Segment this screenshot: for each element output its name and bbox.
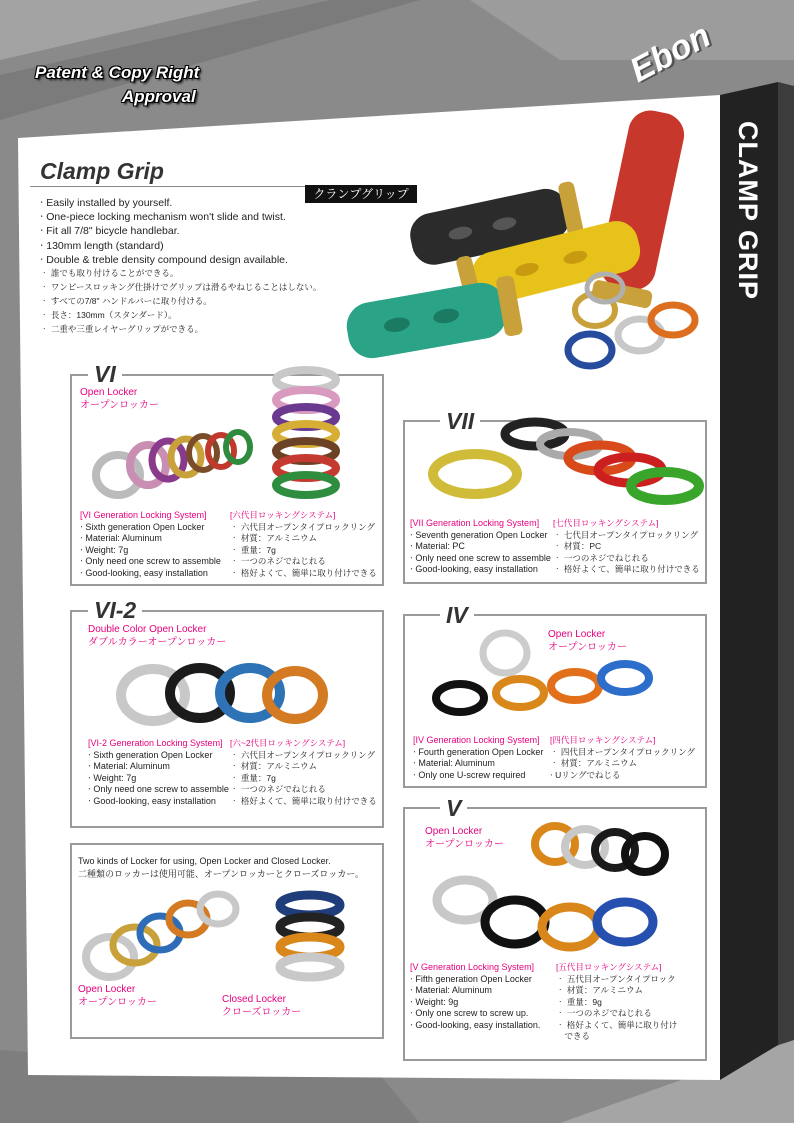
vi2-spec-jp-item: ‧ 格好よくて、簡単に取り付けできる: [230, 795, 377, 806]
vi-spec-item: ‧ Material: Aluminum: [80, 533, 162, 543]
v-spec-jp-item: ‧ 重量：9g: [556, 996, 602, 1007]
section-vi-label: VI: [88, 362, 122, 386]
jp-title-tag: クランプグリップ: [305, 185, 417, 203]
vi-spec-jp-item: ‧ 一つのネジでねじれる: [230, 556, 326, 566]
v-caption-en: Open Locker: [425, 826, 483, 837]
vii-spec-heading: [VII Generation Locking System]: [410, 518, 540, 528]
feature-item: ‧ Fit all 7/8" bicycle handlebar.: [40, 225, 180, 238]
side-title-text: CLAMP GRIP: [732, 120, 763, 300]
feature-item-jp: ‧ 長さ：130mm（スタンダード）。: [40, 310, 177, 320]
vii-spec-jp: [553, 518, 700, 576]
side-title: [718, 110, 776, 310]
vi-spec-jp-heading: [六代目ロッキングシステム]: [230, 510, 336, 520]
vi2-spec-jp-heading: [六~2代目ロッキングシステム]: [230, 738, 346, 748]
v-spec-jp-item: ‧ 一つのネジでねじれる: [556, 1008, 652, 1018]
vii-spec-item: ‧ Material: PC: [410, 541, 465, 551]
v-spec-jp-item: ‧ 五代目オープンタイプロック: [556, 973, 676, 984]
feature-item-jp: ‧ ワンピースロッキング仕掛けでグリップは滑るやねじることはしない。: [40, 282, 322, 292]
v-spec-item: ‧ Only one screw to screw up.: [410, 1008, 529, 1018]
v-spec-jp-item: ‧ 格好よくて、簡単に取り付け: [556, 1019, 678, 1030]
v-spec-jp-item: ‧ 材質：アルミニウム: [556, 985, 643, 995]
banner-line-1: Patent & Copy Right: [35, 63, 200, 82]
iv-spec-item: ‧ Material: Aluminum: [413, 758, 495, 768]
vii-spec-jp-item: ‧ 七代目オープンタイプロックリング: [553, 529, 698, 540]
v-spec-item: ‧ Fifth generation Open Locker: [410, 973, 532, 984]
vi-spec-jp-item: ‧ 材質：アルミニウム: [230, 533, 317, 543]
vi2-caption-en: Double Color Open Locker: [88, 624, 207, 635]
vi2-spec-en: [88, 738, 229, 807]
closed-locker-caption-jp: クローズロッカー: [222, 1007, 302, 1018]
vi2-spec-item: ‧ Weight: 7g: [88, 772, 137, 783]
vii-spec-jp-item: ‧ 一つのネジでねじれる: [553, 552, 649, 563]
two-kinds-intro-en: Two kinds of Locker for using, Open Locker and Closed Locker.: [78, 856, 331, 866]
iv-spec-jp-heading: [四代目ロッキングシステム]: [550, 735, 656, 745]
vi2-lockers-image: [115, 655, 330, 735]
hero-grips-image: [340, 110, 720, 375]
vi-spec-item: ‧ Weight: 7g: [80, 544, 129, 555]
feature-item: ‧ Double & treble density compound design available.: [40, 253, 288, 266]
feature-item-jp: ‧ すべての7/8" ハンドルバーに取り付ける。: [40, 296, 212, 306]
two-kinds-intro-jp: 二種類のロッカーは使用可能、オープンロッカーとクローズロッカー。: [78, 869, 364, 879]
banner-line-2: Approval: [122, 87, 196, 106]
v-spec-jp-item: できる: [556, 1031, 591, 1041]
vi2-spec-heading: [VI-2 Generation Locking System]: [88, 738, 223, 748]
iv-caption-jp: オープンロッカー: [548, 642, 627, 653]
iv-spec-heading: [IV Generation Locking System]: [413, 735, 540, 745]
section-v-label: V: [440, 796, 467, 820]
iv-spec-jp: [550, 735, 695, 781]
open-locker-caption-en: Open Locker: [78, 984, 136, 995]
feature-item-jp: ‧ 誰でも取り付けることができる。: [40, 268, 179, 278]
vi2-spec-item: ‧ Only need one screw to assemble: [88, 784, 229, 794]
vii-spec-item: ‧ Good-looking, easy installation: [410, 564, 538, 574]
vii-spec-item: ‧ Only need one screw to assemble: [410, 552, 551, 563]
v-spec-jp: [556, 962, 677, 1043]
vi-spec-jp-item: ‧ 格好よくて、簡単に取り付けできる: [230, 567, 377, 578]
vi-lockers-image: [88, 365, 378, 510]
vi2-spec-jp-item: ‧ 六代目オープンタイプロックリング: [230, 749, 375, 760]
vii-spec-jp-item: ‧ 材質：PC: [553, 541, 602, 551]
section-vi2-label: VI-2: [88, 598, 142, 622]
vii-spec-en: [410, 518, 551, 576]
v-spec-item: ‧ Good-looking, easy installation.: [410, 1019, 541, 1030]
vi-spec-jp-item: ‧ 六代目オープンタイプロックリング: [230, 521, 375, 532]
two-kinds-lockers-image: [80, 885, 360, 985]
feature-item: ‧ Easily installed by yourself.: [40, 197, 173, 209]
vi2-spec-jp: [230, 738, 377, 807]
vi2-spec-item: ‧ Good-looking, easy installation: [88, 795, 216, 806]
section-vii-label: VII: [440, 409, 480, 433]
feature-item: ‧ One-piece locking mechanism won't slide and twist.: [40, 211, 286, 224]
vi-spec-jp: [230, 510, 377, 579]
feature-item-jp: ‧ 二重や三重レイヤーグリップができる。: [40, 324, 204, 334]
feature-list: [40, 196, 288, 267]
iv-caption-en: Open Locker: [548, 629, 606, 640]
open-locker-caption-jp: オープンロッカー: [78, 997, 157, 1008]
vi2-caption-jp: ダブルカラーオープンロッカー: [88, 637, 227, 648]
vi-caption-jp: オープンロッカー: [80, 400, 159, 411]
iv-spec-item: ‧ Only one U-screw required: [413, 769, 526, 780]
v-spec-heading: [V Generation Locking System]: [410, 962, 535, 972]
vi2-spec-jp-item: ‧ 重量：7g: [230, 772, 276, 783]
vii-spec-jp-heading: [七代目ロッキングシステム]: [553, 518, 659, 528]
page-title: Clamp Grip: [40, 158, 164, 184]
vi2-spec-jp-item: ‧ 一つのネジでねじれる: [230, 784, 326, 794]
iv-spec-item: ‧ Fourth generation Open Locker: [413, 746, 544, 757]
v-spec-jp-heading: [五代目ロッキングシステム]: [556, 962, 662, 972]
v-caption-jp: オープンロッカー: [425, 839, 504, 850]
vi-spec-en: [80, 510, 221, 579]
vi2-spec-item: ‧ Sixth generation Open Locker: [88, 749, 213, 760]
v-lockers-image: [430, 812, 680, 962]
iv-spec-jp-item: ‧ 材質：アルミニウム: [550, 758, 637, 768]
v-spec-item: ‧ Weight: 9g: [410, 996, 459, 1007]
closed-locker-caption-en: Closed Locker: [222, 994, 286, 1005]
vii-spec-item: ‧ Seventh generation Open Locker: [410, 529, 548, 540]
vi-spec-jp-item: ‧ 重量：7g: [230, 544, 276, 555]
vi-spec-item: ‧ Sixth generation Open Locker: [80, 521, 205, 532]
feature-list-jp: [40, 266, 321, 336]
iv-spec-jp-item: ‧ 四代目オープンタイプロックリング: [550, 746, 695, 757]
vi-spec-item: ‧ Only need one screw to assemble: [80, 556, 221, 566]
v-spec-en: [410, 962, 540, 1031]
vi2-spec-jp-item: ‧ 材質：アルミニウム: [230, 761, 317, 771]
feature-item: ‧ 130mm length (standard): [40, 239, 164, 252]
brand-logo: Ebon: [623, 16, 717, 90]
vii-spec-jp-item: ‧ 格好よくて、簡単に取り付けできる: [553, 564, 700, 574]
vi2-spec-item: ‧ Material: Aluminum: [88, 761, 170, 771]
section-iv-label: IV: [440, 603, 474, 627]
vi-spec-item: ‧ Good-looking, easy installation: [80, 567, 208, 578]
iv-lockers-image: [430, 628, 660, 728]
vi-caption-en: Open Locker: [80, 387, 138, 398]
vi-spec-heading: [VI Generation Locking System]: [80, 510, 207, 520]
vii-lockers-image: [420, 412, 705, 517]
v-spec-item: ‧ Material: Aluminum: [410, 985, 492, 995]
iv-spec-jp-item: ‧ Uリングでねじる: [550, 769, 621, 780]
iv-spec-en: [413, 735, 543, 781]
